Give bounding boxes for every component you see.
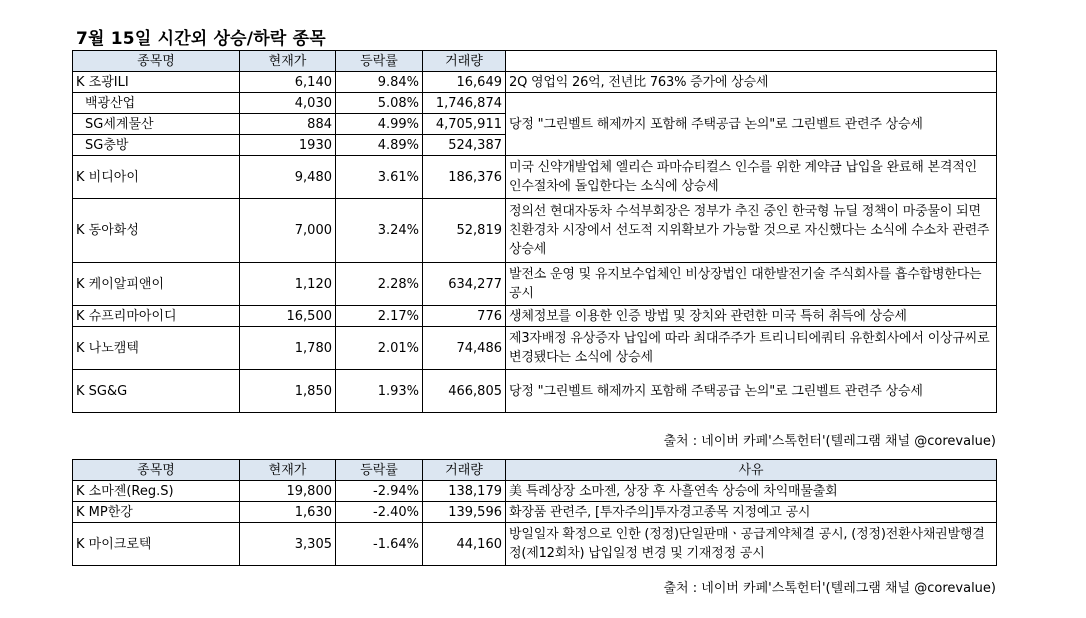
stock-price: 7,000 bbox=[240, 199, 336, 263]
stock-rate: 4.89% bbox=[336, 135, 423, 156]
stock-rate: 2.28% bbox=[336, 263, 423, 306]
source-caption: 출처 : 네이버 카페'스톡헌터'(텔레그램 채널 @corevalue) bbox=[663, 434, 996, 449]
table-row bbox=[73, 502, 997, 523]
stock-rate: 2.17% bbox=[336, 306, 423, 327]
stock-price: 884 bbox=[240, 114, 336, 135]
table-row bbox=[73, 263, 997, 306]
stock-price: 1930 bbox=[240, 135, 336, 156]
stock-reason: 美 특례상장 소마젠, 상장 후 사흘연속 상승에 차익매물출회 bbox=[506, 481, 997, 502]
stock-reason: 정의선 현대자동차 수석부회장은 정부가 추진 중인 한국형 뉴딜 정책이 마중물이 되면 친환경차 시장에서 선도적 지위확보가 가능할 것으로 자신했다는 소식에 수소차 관련주 상승세 bbox=[506, 199, 997, 263]
stock-price: 1,630 bbox=[240, 502, 336, 523]
stock-rate: -2.40% bbox=[336, 502, 423, 523]
stock-rate: 4.99% bbox=[336, 114, 423, 135]
stock-rate: -2.94% bbox=[336, 481, 423, 502]
table-header-row bbox=[73, 460, 997, 481]
stock-volume: 52,819 bbox=[423, 199, 506, 263]
stock-name: K 마이크로텍 bbox=[73, 523, 240, 566]
stock-rate: 2.01% bbox=[336, 327, 423, 370]
stock-price: 19,800 bbox=[240, 481, 336, 502]
table-row bbox=[73, 370, 997, 413]
header-reason-blank bbox=[506, 51, 997, 72]
stock-reason: 당정 "그린벨트 해제까지 포함해 주택공급 논의"로 그린벨트 관련주 상승세 bbox=[506, 370, 997, 413]
table-row bbox=[73, 72, 997, 93]
stock-name: SG충방 bbox=[73, 135, 240, 156]
stock-reason: 발전소 운영 및 유지보수업체인 비상장법인 대한발전기술 주식회사를 흡수합병한다는 공시 bbox=[506, 263, 997, 306]
header-reason: 사유 bbox=[506, 460, 997, 481]
stock-reason: 화장품 관련주, [투자주의]투자경고종목 지정예고 공시 bbox=[506, 502, 997, 523]
falling-stocks-table bbox=[72, 459, 997, 566]
stock-price: 3,305 bbox=[240, 523, 336, 566]
stock-name: SG세계물산 bbox=[73, 114, 240, 135]
stock-name: K 나노캠텍 bbox=[73, 327, 240, 370]
stock-reason: 2Q 영업익 26억, 전년比 763% 증가에 상승세 bbox=[506, 72, 997, 93]
stock-price: 6,140 bbox=[240, 72, 336, 93]
header-volume: 거래량 bbox=[423, 460, 506, 481]
header-name: 종목명 bbox=[73, 460, 240, 481]
stock-reason: 생체정보를 이용한 인증 방법 및 장치와 관련한 미국 특허 취득에 상승세 bbox=[506, 306, 997, 327]
source-caption-bottom: 출처 : 네이버 카페'스톡헌터'(텔레그램 채널 @corevalue) bbox=[663, 581, 996, 596]
stock-price: 1,120 bbox=[240, 263, 336, 306]
header-name: 종목명 bbox=[73, 51, 240, 72]
stock-rate: -1.64% bbox=[336, 523, 423, 566]
stock-name: 백광산업 bbox=[73, 93, 240, 114]
stock-name: K 조광ILI bbox=[73, 72, 240, 93]
header-rate: 등락률 bbox=[336, 51, 423, 72]
stock-volume: 1,746,874 bbox=[423, 93, 506, 114]
rising-stocks-table bbox=[72, 50, 997, 413]
stock-rate: 1.93% bbox=[336, 370, 423, 413]
stock-price: 1,780 bbox=[240, 327, 336, 370]
stock-rate: 5.08% bbox=[336, 93, 423, 114]
table-row bbox=[73, 199, 997, 263]
stock-volume: 776 bbox=[423, 306, 506, 327]
table-row bbox=[73, 327, 997, 370]
stock-name: K MP한강 bbox=[73, 502, 240, 523]
stock-reason: 방일일자 확정으로 인한 (정정)단일판매ㆍ공급계약체결 공시, (정정)전환사채권발행결정(제12회차) 납입일정 변경 및 기재정정 공시 bbox=[506, 523, 997, 566]
table-row bbox=[73, 481, 997, 502]
stock-rate: 9.84% bbox=[336, 72, 423, 93]
stock-volume: 138,179 bbox=[423, 481, 506, 502]
table-row bbox=[73, 93, 997, 114]
stock-volume: 186,376 bbox=[423, 156, 506, 199]
stock-name: K 케이알피앤이 bbox=[73, 263, 240, 306]
stock-volume: 139,596 bbox=[423, 502, 506, 523]
stock-reason: 제3자배정 유상증자 납입에 따라 최대주주가 트리니티에쿼티 유한회사에서 이상규씨로 변경됐다는 소식에 상승세 bbox=[506, 327, 997, 370]
stock-volume: 4,705,911 bbox=[423, 114, 506, 135]
stock-name: K SG&G bbox=[73, 370, 240, 413]
table-header-row bbox=[73, 51, 997, 72]
header-volume: 거래량 bbox=[423, 51, 506, 72]
stock-volume: 44,160 bbox=[423, 523, 506, 566]
table-row bbox=[73, 306, 997, 327]
table-row bbox=[73, 156, 997, 199]
stock-reason: 미국 신약개발업체 엘리슨 파마슈티컬스 인수를 위한 계약금 납입을 완료해 본격적인 인수절차에 돌입한다는 소식에 상승세 bbox=[506, 156, 997, 199]
stock-name: K 동아화성 bbox=[73, 199, 240, 263]
header-price: 현재가 bbox=[240, 51, 336, 72]
stock-volume: 524,387 bbox=[423, 135, 506, 156]
stock-volume: 466,805 bbox=[423, 370, 506, 413]
header-price: 현재가 bbox=[240, 460, 336, 481]
stock-name: K 소마젠(Reg.S) bbox=[73, 481, 240, 502]
stock-price: 1,850 bbox=[240, 370, 336, 413]
stock-reason: 당정 "그린벨트 해제까지 포함해 주택공급 논의"로 그린벨트 관련주 상승세 bbox=[506, 93, 997, 156]
page-title: 7월 15일 시간외 상승/하락 종목 bbox=[76, 29, 326, 49]
stock-volume: 74,486 bbox=[423, 327, 506, 370]
stock-name: K 비디아이 bbox=[73, 156, 240, 199]
header-rate: 등락률 bbox=[336, 460, 423, 481]
stock-rate: 3.61% bbox=[336, 156, 423, 199]
stock-price: 4,030 bbox=[240, 93, 336, 114]
stock-price: 16,500 bbox=[240, 306, 336, 327]
stock-rate: 3.24% bbox=[336, 199, 423, 263]
stock-volume: 16,649 bbox=[423, 72, 506, 93]
table-row bbox=[73, 523, 997, 566]
stock-price: 9,480 bbox=[240, 156, 336, 199]
stock-name: K 슈프리마아이디 bbox=[73, 306, 240, 327]
stock-volume: 634,277 bbox=[423, 263, 506, 306]
